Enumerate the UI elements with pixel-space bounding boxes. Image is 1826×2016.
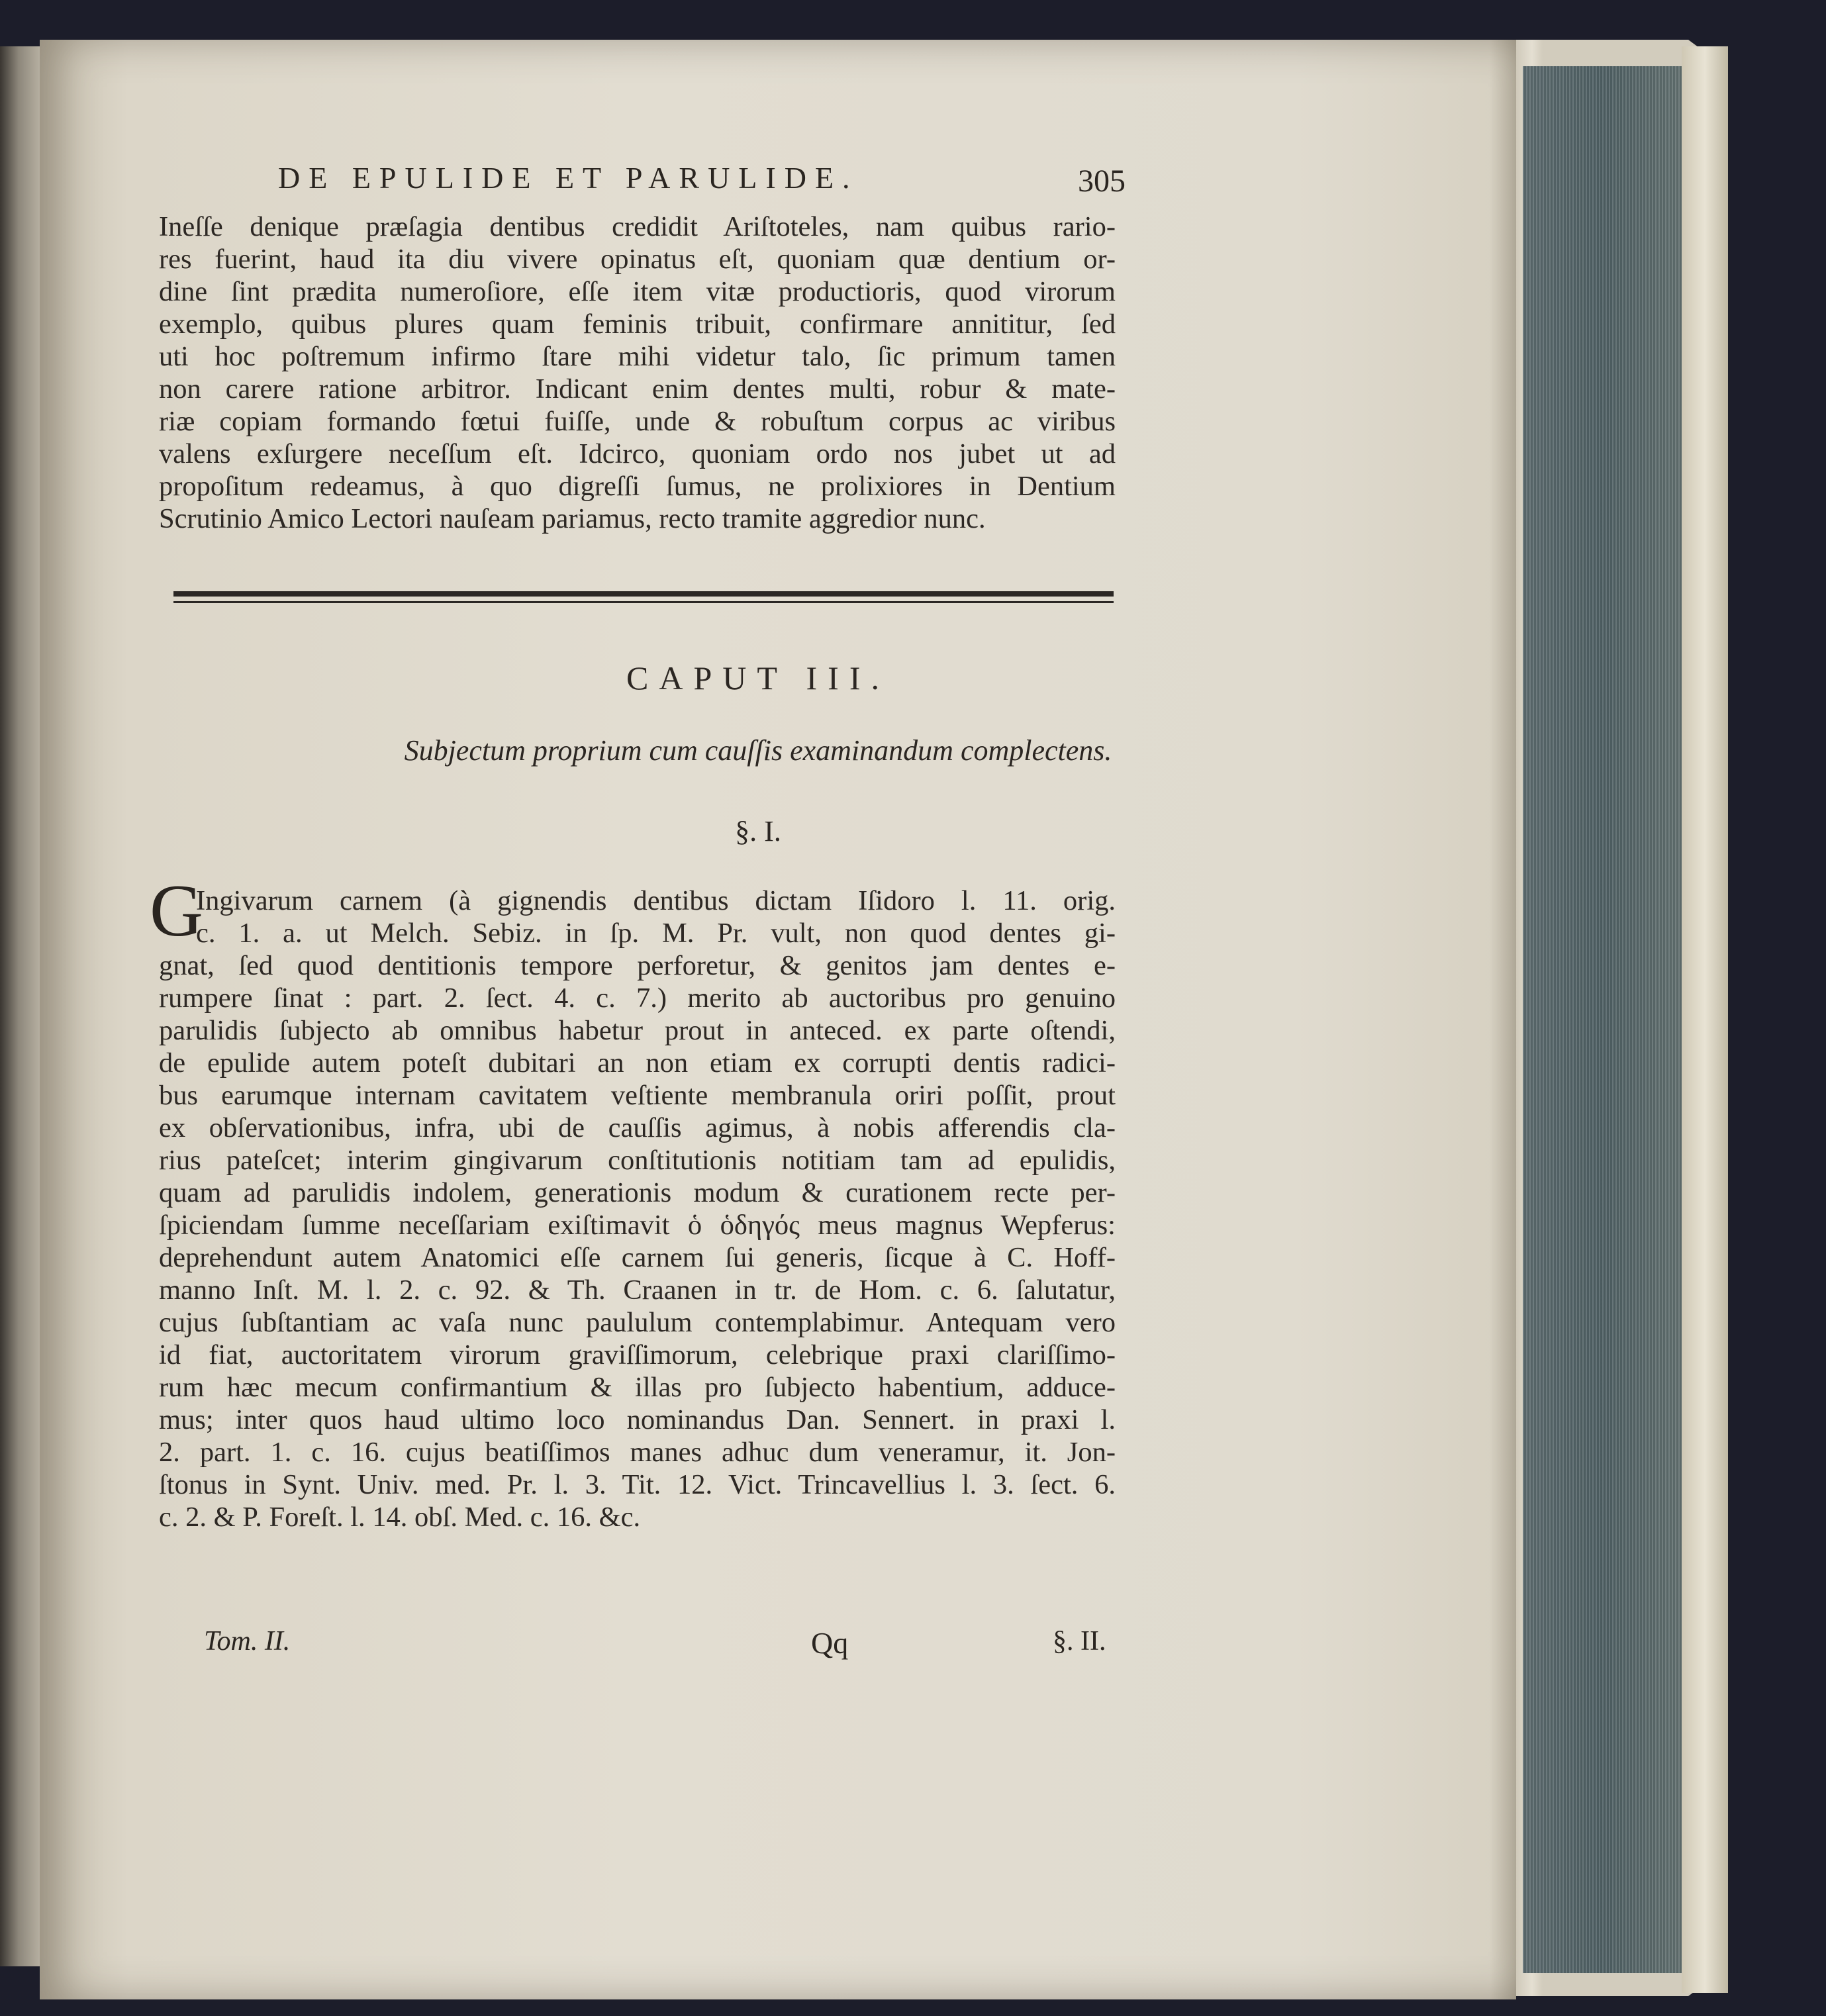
text-line: valens exſurgere neceſſum eſt. Idcirco, quoniam ordo nos jubet ut ad xyxy=(159,438,1116,469)
text-line: Ingivarum carnem (à gignendis dentibus dictam Iſidoro l. 11. orig. xyxy=(196,885,1116,916)
text-line: quam ad parulidis indolem, generationis modum & curationem recte per- xyxy=(159,1177,1116,1208)
paragraph-1 xyxy=(159,211,1116,535)
text-line: mus; inter quos haud ultimo loco nominandus Dan. Sennert. in praxi l. xyxy=(159,1404,1116,1435)
footer-volume: Tom. II. xyxy=(204,1626,291,1656)
text-line: manno Inſt. M. l. 2. c. 92. & Th. Craanen in tr. de Hom. c. 6. ſalutatur, xyxy=(159,1274,1116,1306)
signature-mark: Qq xyxy=(811,1626,849,1660)
text-line: cujus ſubſtantiam ac vaſa nunc paululum contemplabimur. Antequam vero xyxy=(159,1307,1116,1338)
text-line: id fiat, auctoritatem virorum graviſſimorum, celebrique praxi clariſſimo- xyxy=(159,1339,1116,1370)
thin-rule xyxy=(173,601,1114,603)
cover-edge xyxy=(1682,46,1728,1993)
text-line: ex obſervationibus, infra, ubi de cauſſis agimus, à nobis afferendis cla- xyxy=(159,1112,1116,1143)
text-line: parulidis ſubjecto ab omnibus habetur prout in anteced. ex parte oſtendi, xyxy=(159,1015,1116,1046)
text-line: non carere ratione arbitror. Indicant enim dentes multi, robur & mate- xyxy=(159,373,1116,405)
drop-cap: G xyxy=(150,870,203,952)
catchword: §. II. xyxy=(1053,1626,1106,1656)
running-head-title: DE EPULIDE ET PARULIDE. xyxy=(278,161,859,195)
text-line: 2. part. 1. c. 16. cujus beatiſſimos manes adhuc dum veneramur, it. Jon- xyxy=(159,1437,1116,1468)
text-line: rum hæc mecum confirmantium & illas pro ſubjecto habentium, adduce- xyxy=(159,1372,1116,1403)
paragraph-2 xyxy=(159,885,1116,1533)
text-line: Ineſſe denique præſagia dentibus credidit Ariſtoteles, nam quibus rario- xyxy=(159,211,1116,242)
text-line: res fuerint, haud ita diu vivere opinatus eſt, quoniam quæ dentium or- xyxy=(159,244,1116,275)
text-line: gnat, ſed quod dentitionis tempore perforetur, & genitos jam dentes e- xyxy=(159,950,1116,981)
text-line: exemplo, quibus plures quam feminis tribuit, confirmare annititur, ſed xyxy=(159,309,1116,340)
text-line: de epulide autem poteſt dubitari an non etiam ex corrupti dentis radici- xyxy=(159,1047,1116,1079)
text-line: rius pateſcet; interim gingivarum conſtitutionis notitiam tam ad epulidis, xyxy=(159,1145,1116,1176)
chapter-subtitle: Subjectum proprium cum cauſſis examinandum complectens. xyxy=(404,734,1112,767)
text-line: Scrutinio Amico Lectori nauſeam pariamus, recto tramite aggredior nunc. xyxy=(159,503,986,534)
chapter-title: CAPUT III. xyxy=(626,659,890,696)
page-number: 305 xyxy=(1078,164,1126,199)
text-line: c. 2. & P. Foreſt. l. 14. obſ. Med. c. 16. &c. xyxy=(159,1502,641,1533)
text-line: ſtonus in Synt. Univ. med. Pr. l. 3. Tit. 12. Vict. Trincavellius l. 3. ſect. 6. xyxy=(159,1469,1116,1500)
page-fore-edge xyxy=(1523,66,1682,1973)
thick-rule xyxy=(173,591,1114,597)
text-line: uti hoc poſtremum infirmo ſtare mihi videtur talo, ſic primum tamen xyxy=(159,341,1116,372)
text-line: rumpere ſinat : part. 2. ſect. 4. c. 7.) merito ab auctoribus pro genuino xyxy=(159,983,1116,1014)
text-line: c. 1. a. ut Melch. Sebiz. in ſp. M. Pr. vult, non quod dentes gi- xyxy=(196,918,1116,949)
page-shadow xyxy=(1490,40,1516,1999)
text-line: deprehendunt autem Anatomici eſſe carnem ſui generis, ſicque à C. Hoff- xyxy=(159,1242,1116,1273)
text-line: propoſitum redeamus, à quo digreſſi ſumus, ne prolixiores in Dentium xyxy=(159,471,1116,502)
section-heading: §. I. xyxy=(735,815,781,847)
text-line: dine ſint prædita numeroſiore, eſſe item vitæ productioris, quod virorum xyxy=(159,276,1116,307)
text-line: ſpiciendam ſumme neceſſariam exiſtimavit ὁ ὁδηγός meus magnus Wepferus: xyxy=(159,1210,1116,1241)
text-line: bus earumque internam cavitatem veſtiente membranula oriri poſſit, prout xyxy=(159,1080,1116,1111)
text-line: riæ copiam formando fœtui fuiſſe, unde & robuſtum corpus ac viribus xyxy=(159,406,1116,437)
